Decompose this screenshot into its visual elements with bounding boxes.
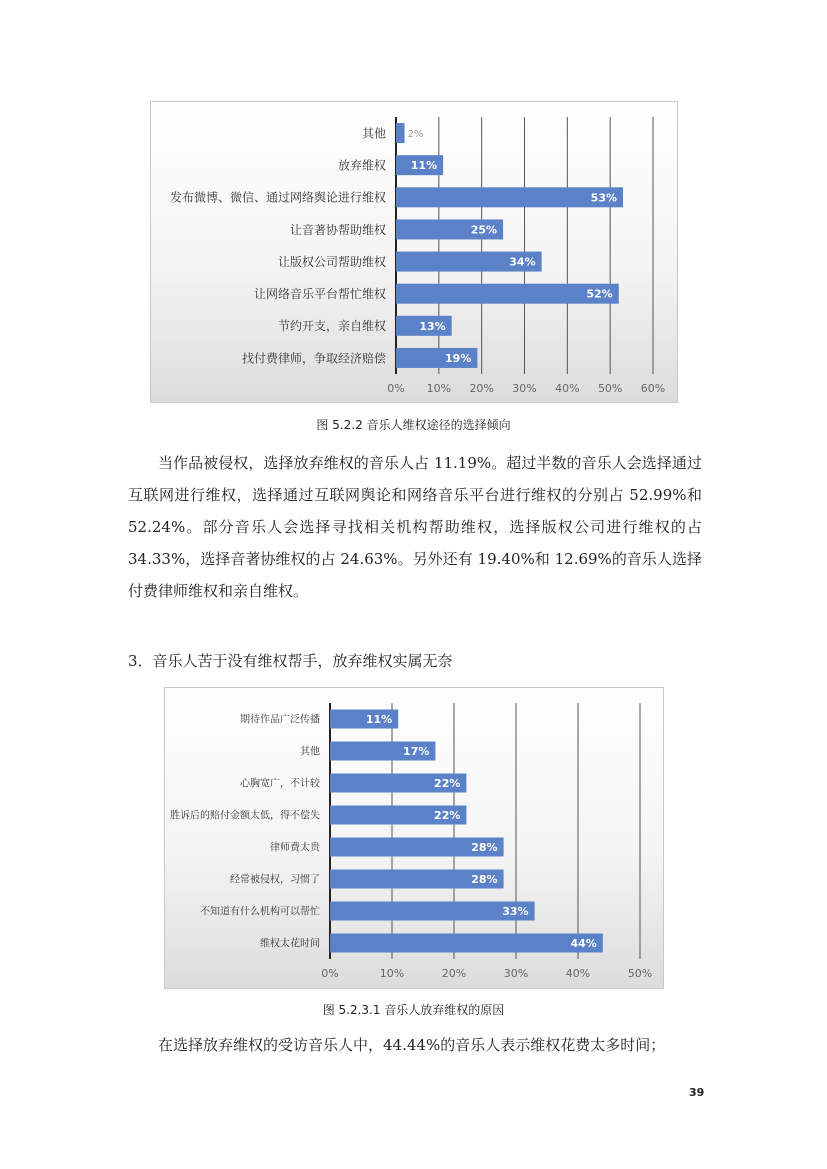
chart-2-data-label: 11% bbox=[365, 713, 393, 726]
chart-2-data-label: 22% bbox=[434, 777, 461, 790]
chart-2-category-label: 经常被侵权，习惯了 bbox=[230, 874, 320, 886]
chart-1-bar bbox=[396, 123, 405, 143]
paragraph-1: 当作品被侵权，选择放弃维权的音乐人占 11.19%。超过半数的音乐人会选择通过互联网进行维权，选择通过互联网舆论和网络音乐平台进行维权的分别占 52.99%和 52.24%。部分音乐人会选择寻找相关机构帮助维权，选择版权公司进行维权的占 34.33%，选择音著协维权的占 24.63%。另外还有 19.40%和 12.69%的音乐人选择付费律师维权和亲自维权。 bbox=[128, 454, 702, 600]
chart-1-category-label: 其他 bbox=[361, 126, 386, 141]
chart-1-tick-label: 50% bbox=[597, 382, 623, 395]
chart-2-tick-label: 40% bbox=[565, 967, 591, 980]
paragraph-2: 在选择放弃维权的受访音乐人中，44.44%的音乐人表示维权花费太多时间； bbox=[158, 1036, 666, 1054]
chart-1-category-label: 让版权公司帮助维权 bbox=[277, 254, 386, 269]
chart-1-data-label: 53% bbox=[590, 191, 618, 205]
section-heading: 3．音乐人苦于没有维权帮手，放弃维权实属无奈 bbox=[128, 652, 453, 670]
chart-2 bbox=[164, 687, 664, 989]
chart-1-data-label: 25% bbox=[470, 223, 498, 237]
chart-2-category-label: 维权太花时间 bbox=[260, 938, 320, 950]
chart-2-category-label: 期待作品广泛传播 bbox=[240, 714, 320, 726]
chart-1-data-label: 19% bbox=[445, 351, 472, 365]
chart-1-bar bbox=[396, 284, 619, 304]
chart-2-tick-label: 50% bbox=[627, 967, 653, 980]
chart-1-svg bbox=[151, 102, 677, 402]
chart-2-data-label: 44% bbox=[570, 937, 597, 950]
chart-1-tick-label: 20% bbox=[469, 382, 494, 395]
chart-1-category-label: 找付费律师，争取经济赔偿 bbox=[241, 351, 386, 366]
chart-2-category-label: 胜诉后的赔付金额太低，得不偿失 bbox=[170, 810, 320, 822]
chart-2-data-label: 22% bbox=[434, 809, 461, 822]
chart-1-data-label: 11% bbox=[410, 159, 438, 173]
chart-2-bar bbox=[330, 934, 603, 953]
chart-2-category-label: 律师费太贵 bbox=[270, 842, 320, 854]
chart-2-svg bbox=[165, 688, 663, 988]
chart-1-category-label: 节约开支，亲自维权 bbox=[277, 319, 386, 334]
chart-2-caption: 图 5.2.3.1 音乐人放弃维权的原因 bbox=[322, 1003, 505, 1017]
chart-1-data-label: 13% bbox=[419, 319, 446, 333]
chart-2-tick-label: 0% bbox=[321, 967, 339, 980]
chart-2-tick-label: 20% bbox=[441, 967, 467, 980]
chart-1 bbox=[150, 101, 678, 403]
chart-2-data-label: 33% bbox=[502, 905, 529, 918]
chart-1-category-label: 让网络音乐平台帮忙维权 bbox=[253, 287, 386, 302]
chart-1-tick-label: 60% bbox=[640, 382, 666, 395]
chart-1-data-label: 2% bbox=[407, 129, 424, 141]
chart-1-tick-label: 40% bbox=[555, 382, 580, 395]
chart-2-data-label: 28% bbox=[471, 873, 498, 886]
chart-1-data-label: 34% bbox=[509, 255, 536, 269]
chart-2-data-label: 28% bbox=[471, 841, 498, 854]
chart-1-category-label: 让音著协帮助维权 bbox=[289, 222, 386, 237]
chart-1-tick-label: 10% bbox=[426, 382, 452, 395]
chart-1-caption: 图 5.2.2 音乐人维权途径的选择倾向 bbox=[316, 418, 511, 432]
chart-1-category-label: 放弃维权 bbox=[337, 158, 386, 173]
chart-2-tick-label: 30% bbox=[503, 967, 529, 980]
page-number: 39 bbox=[689, 1086, 705, 1099]
chart-1-bar bbox=[396, 187, 623, 207]
chart-1-tick-label: 30% bbox=[512, 382, 537, 395]
chart-2-data-label: 17% bbox=[403, 745, 430, 758]
chart-2-tick-label: 10% bbox=[379, 967, 405, 980]
chart-2-category-label: 其他 bbox=[300, 746, 320, 758]
chart-2-category-label: 不知道有什么机构可以帮忙 bbox=[200, 906, 320, 918]
chart-2-category-label: 心胸宽广，不计较 bbox=[240, 778, 320, 790]
chart-1-data-label: 52% bbox=[586, 287, 613, 301]
chart-1-category-label: 发布微博、微信、通过网络舆论进行维权 bbox=[169, 190, 386, 205]
chart-1-tick-label: 0% bbox=[387, 382, 405, 395]
